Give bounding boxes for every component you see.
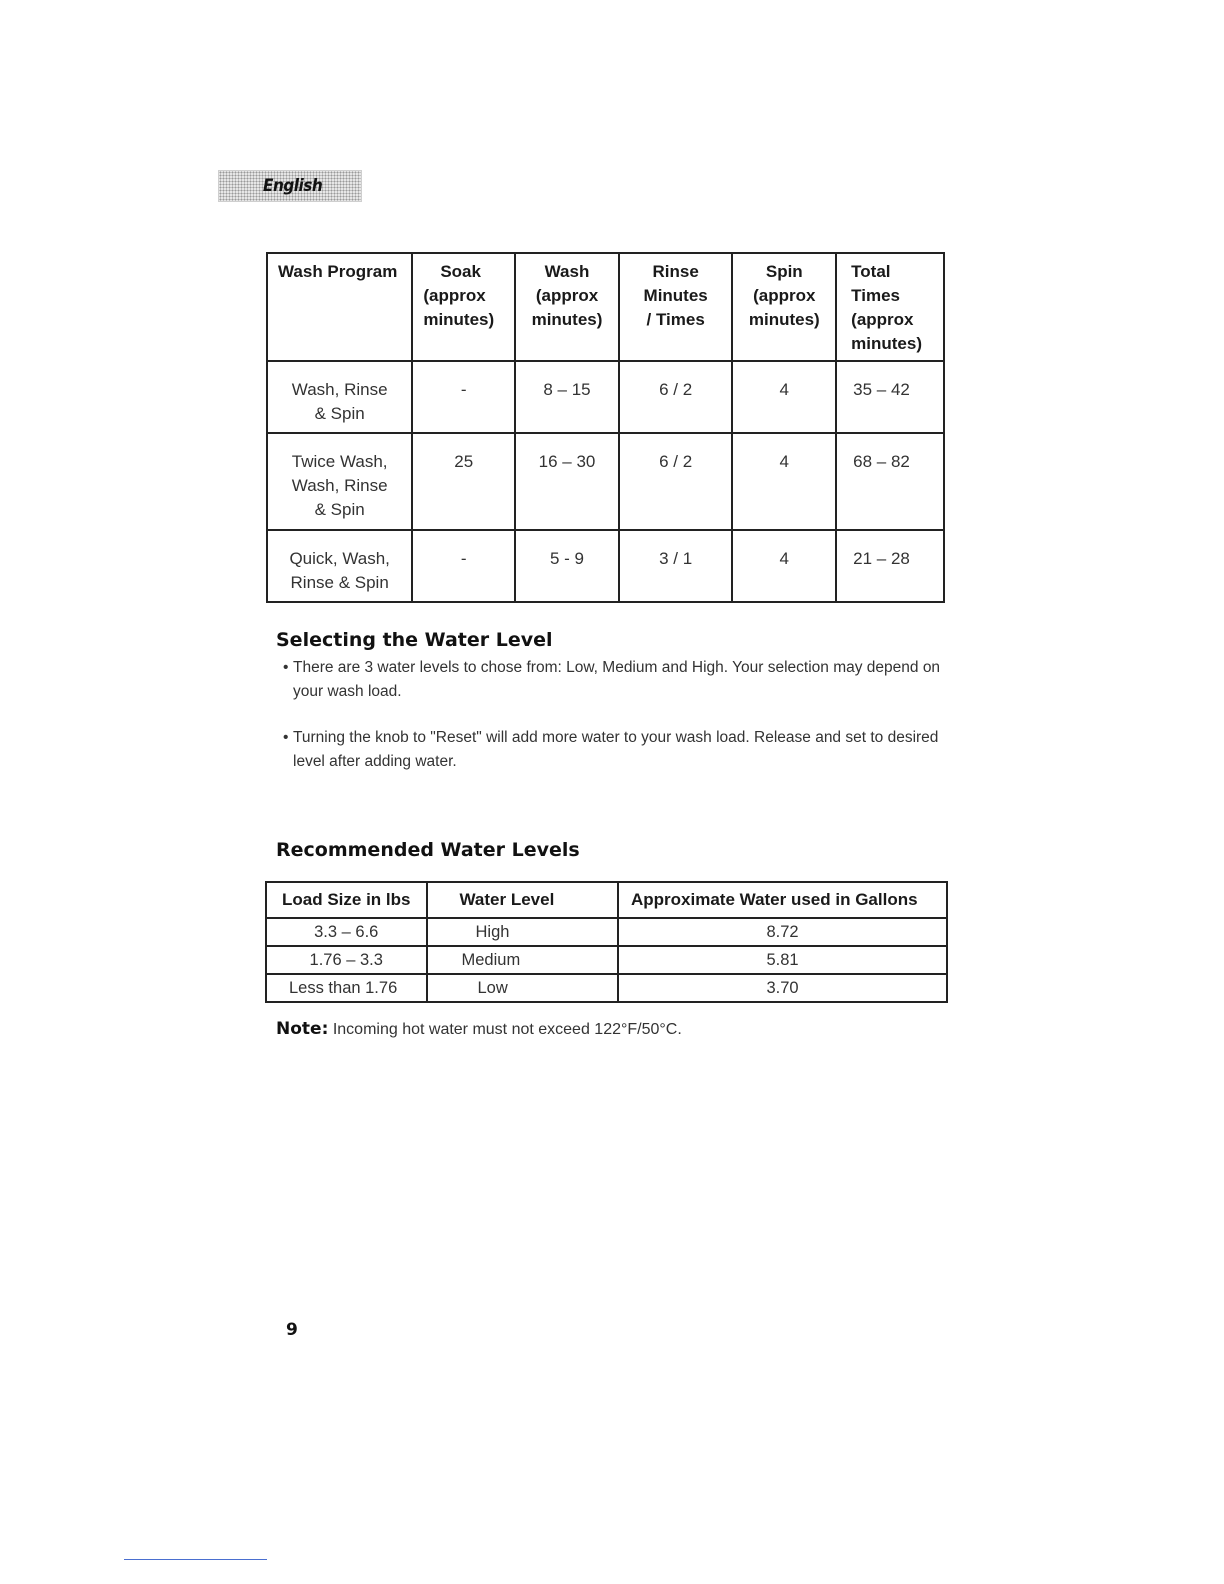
note-label: Note:: [276, 1019, 329, 1039]
program-cell: Wash, Rinse & Spin: [267, 361, 412, 433]
spin-cell: 4: [732, 361, 836, 433]
table-row: [266, 946, 947, 974]
total-cell: 21 – 28: [836, 530, 944, 602]
wash-cell: 16 – 30: [515, 433, 619, 530]
wash-cell: 8 – 15: [515, 361, 619, 433]
gallons-cell: 8.72: [618, 918, 947, 946]
page-number: 9: [286, 1320, 298, 1340]
rinse-cell: 6 / 2: [619, 433, 733, 530]
language-tab: [218, 170, 362, 202]
gallons-cell: 3.70: [618, 974, 947, 1002]
load-size-cell: 3.3 – 6.6: [266, 918, 427, 946]
wash-program-table: [266, 252, 945, 603]
header-total-times: Total Times (approx minutes): [836, 253, 944, 361]
header-wash-program: Wash Program: [267, 253, 412, 361]
load-size-cell: Less than 1.76: [266, 974, 427, 1002]
header-load-size: Load Size in lbs: [266, 882, 427, 918]
water-level-cell: Low: [427, 974, 619, 1002]
program-cell: Twice Wash, Wash, Rinse & Spin: [267, 433, 412, 530]
note: [276, 1019, 682, 1039]
bullet-item: • Turning the knob to "Reset" will add more water to your wash load. Release and set to desired level after adding water.: [283, 729, 939, 770]
soak-cell: 25: [412, 433, 515, 530]
water-level-cell: High: [427, 918, 619, 946]
section-title-water-level: Selecting the Water Level: [276, 629, 553, 651]
table-row: [266, 974, 947, 1002]
note-text: Incoming hot water must not exceed 122°F/50°C.: [332, 1021, 682, 1038]
gallons-cell: 5.81: [618, 946, 947, 974]
rinse-cell: 3 / 1: [619, 530, 733, 602]
water-level-cell: Medium: [427, 946, 619, 974]
spin-cell: 4: [732, 433, 836, 530]
bullet-item: • There are 3 water levels to chose from: Low, Medium and High. Your selection may depend on your wash load.: [283, 659, 941, 700]
program-cell: Quick, Wash, Rinse & Spin: [267, 530, 412, 602]
bottom-rule: [124, 1559, 267, 1560]
header-wash: Wash (approx minutes): [515, 253, 619, 361]
header-rinse: Rinse Minutes / Times: [619, 253, 733, 361]
rinse-cell: 6 / 2: [619, 361, 733, 433]
table-row: [267, 530, 944, 602]
header-soak: Soak (approx minutes): [412, 253, 515, 361]
table-row: [267, 433, 944, 530]
soak-cell: -: [412, 361, 515, 433]
total-cell: 68 – 82: [836, 433, 944, 530]
spin-cell: 4: [732, 530, 836, 602]
total-cell: 35 – 42: [836, 361, 944, 433]
header-water-level: Water Level: [427, 882, 619, 918]
table-header-row: [266, 882, 947, 918]
table-row: [267, 361, 944, 433]
water-levels-table: [265, 881, 948, 1003]
section-title-recommended: Recommended Water Levels: [276, 839, 580, 861]
table-row: [266, 918, 947, 946]
table-header-row: [267, 253, 944, 361]
wash-cell: 5 - 9: [515, 530, 619, 602]
language-label: English: [263, 176, 323, 196]
header-spin: Spin (approx minutes): [732, 253, 836, 361]
header-approx-water: Approximate Water used in Gallons: [618, 882, 947, 918]
soak-cell: -: [412, 530, 515, 602]
load-size-cell: 1.76 – 3.3: [266, 946, 427, 974]
